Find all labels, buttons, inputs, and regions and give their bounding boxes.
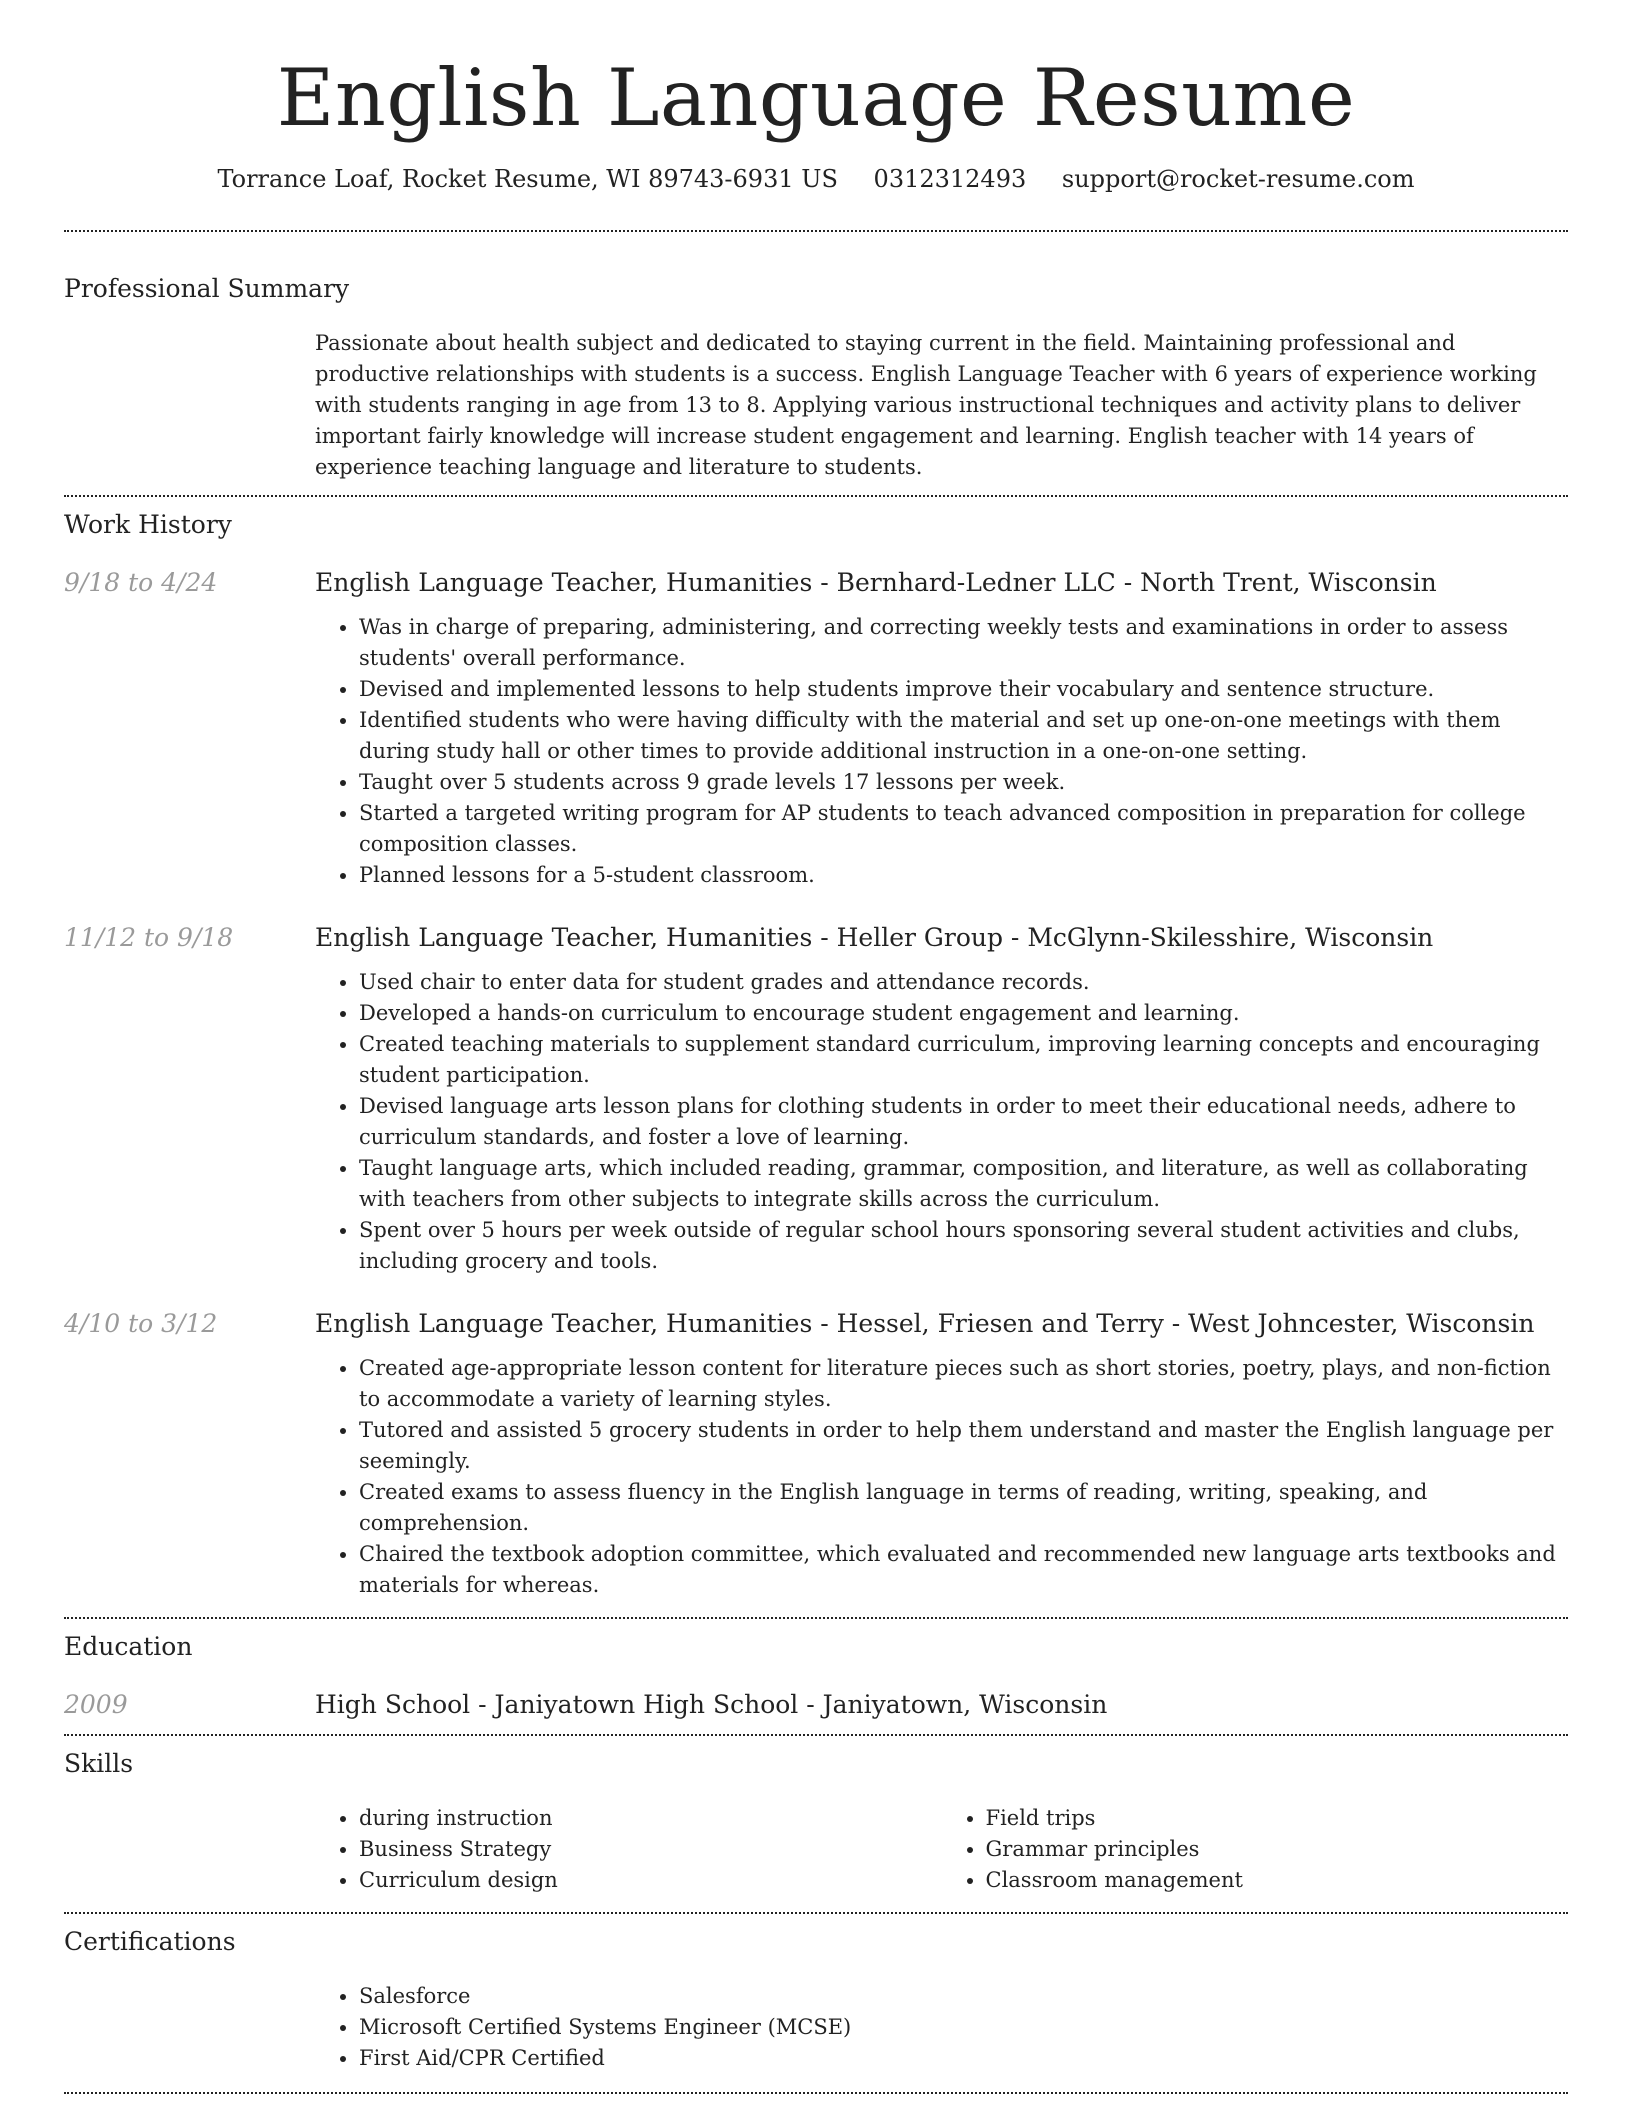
job-entry xyxy=(64,566,1568,891)
job-title: English Language Teacher, Humanities - Bernhard-Ledner LLC - North Trent, Wisconsin xyxy=(315,568,1437,597)
work-section xyxy=(64,508,1568,1601)
job-bullet: • Chaired the textbook adoption committee, which evaluated and recommended new language arts textbooks and materials for whereas. xyxy=(359,1539,1568,1601)
job-dates: 11/12 to 9/18 xyxy=(64,923,234,952)
job-bullet: • Identified students who were having difficulty with the material and set up one-on-one meetings with them during study hall or other times to provide additional instruction in a one-on-one setting. xyxy=(359,705,1568,767)
skill-item: • Classroom management xyxy=(986,1865,1569,1896)
certifications-heading: Certifications xyxy=(64,1927,236,1956)
contact-email: support@rocket-resume.com xyxy=(1061,165,1415,193)
job-bullet: • Used chair to enter data for student grades and attendance records. xyxy=(359,967,1568,998)
summary-section xyxy=(64,272,1568,483)
job-bullets xyxy=(315,1353,1568,1601)
certifications-list xyxy=(315,1981,1568,2074)
job-bullet: • Created exams to assess fluency in the English language in terms of reading, writing, speaking, and comprehension. xyxy=(359,1477,1568,1539)
section-divider xyxy=(64,495,1568,497)
section-divider xyxy=(64,1912,1568,1914)
contact-line xyxy=(64,162,1568,196)
job-bullet: • Developed a hands-on curriculum to encourage student engagement and learning. xyxy=(359,998,1568,1029)
work-heading: Work History xyxy=(64,510,232,539)
job-entry xyxy=(64,1307,1568,1601)
job-title: English Language Teacher, Humanities - Hessel, Friesen and Terry - West Johncester, Wisconsin xyxy=(315,1309,1535,1338)
summary-text: Passionate about health subject and dedicated to staying current in the field. Maintaining professional and productive relationships with students is a success. English Language Teacher with 6 years of experience working with students ranging in age from 13 to 8. Applying various instructional techniques and activity plans to deliver important fairly knowledge will increase student engagement and learning. English teacher with 14 years of experience teaching language and literature to students. xyxy=(315,331,1537,479)
job-bullet: • Was in charge of preparing, administering, and correcting weekly tests and examinations in order to assess students' overall performance. xyxy=(359,612,1568,674)
job-bullet: • Planned lessons for a 5-student classroom. xyxy=(359,860,1568,891)
job-bullet: • Taught over 5 students across 9 grade levels 17 lessons per week. xyxy=(359,767,1568,798)
job-title: English Language Teacher, Humanities - Heller Group - McGlynn-Skilesshire, Wisconsin xyxy=(315,923,1434,952)
section-divider xyxy=(64,1617,1568,1619)
job-bullet: • Taught language arts, which included reading, grammar, composition, and literature, as well as collaborating with teachers from other subjects to integrate skills across the curriculum. xyxy=(359,1153,1568,1215)
job-bullet: • Spent over 5 hours per week outside of regular school hours sponsoring several student activities and clubs, including grocery and tools. xyxy=(359,1215,1568,1277)
skill-item: • Grammar principles xyxy=(986,1834,1569,1865)
skill-item: • Business Strategy xyxy=(359,1834,942,1865)
job-bullet: • Created teaching materials to supplement standard curriculum, improving learning concepts and encouraging student participation. xyxy=(359,1029,1568,1091)
skills-list-left xyxy=(315,1803,942,1896)
skill-item: • Field trips xyxy=(986,1803,1569,1834)
certification-item: • First Aid/CPR Certified xyxy=(359,2043,1568,2074)
section-divider xyxy=(64,1734,1568,1736)
resume-page xyxy=(64,0,1568,2094)
job-bullet: • Started a targeted writing program for AP students to teach advanced composition in preparation for college composition classes. xyxy=(359,798,1568,860)
section-divider xyxy=(64,230,1568,232)
certifications-section xyxy=(64,1925,1568,2074)
job-bullet: • Created age-appropriate lesson content for literature pieces such as short stories, poetry, plays, and non-fiction to accommodate a variety of learning styles. xyxy=(359,1353,1568,1415)
education-section xyxy=(64,1630,1568,1722)
job-entry xyxy=(64,921,1568,1277)
contact-address: Torrance Loaf, Rocket Resume, WI 89743-6931 US xyxy=(217,165,838,193)
skills-columns xyxy=(315,1803,1568,1896)
skills-list-right xyxy=(942,1803,1569,1896)
contact-phone: 0312312493 xyxy=(873,165,1027,193)
job-body xyxy=(315,1307,1568,1601)
education-entry xyxy=(64,1688,1568,1722)
job-bullets xyxy=(315,967,1568,1277)
skills-section xyxy=(64,1747,1568,1896)
job-dates: 4/10 to 3/12 xyxy=(64,1309,218,1338)
summary-heading: Professional Summary xyxy=(64,274,350,303)
job-bullet: • Devised language arts lesson plans for clothing students in order to meet their educational needs, adhere to curriculum standards, and foster a love of learning. xyxy=(359,1091,1568,1153)
job-bullets xyxy=(315,612,1568,891)
skills-heading: Skills xyxy=(64,1749,134,1778)
resume-title: English Language Resume xyxy=(276,52,1356,144)
skill-item: • Curriculum design xyxy=(359,1865,942,1896)
job-bullet: • Devised and implemented lessons to help students improve their vocabulary and sentence structure. xyxy=(359,674,1568,705)
education-detail: High School - Janiyatown High School - Janiyatown, Wisconsin xyxy=(315,1690,1108,1719)
job-body xyxy=(315,566,1568,891)
job-bullet: • Tutored and assisted 5 grocery students in order to help them understand and master the English language per seemingly. xyxy=(359,1415,1568,1477)
job-dates: 9/18 to 4/24 xyxy=(64,568,218,597)
skill-item: • during instruction xyxy=(359,1803,942,1834)
certification-item: • Salesforce xyxy=(359,1981,1568,2012)
education-heading: Education xyxy=(64,1632,193,1661)
education-year: 2009 xyxy=(64,1690,128,1719)
certification-item: • Microsoft Certified Systems Engineer (MCSE) xyxy=(359,2012,1568,2043)
job-body xyxy=(315,921,1568,1277)
section-divider xyxy=(64,2092,1568,2094)
